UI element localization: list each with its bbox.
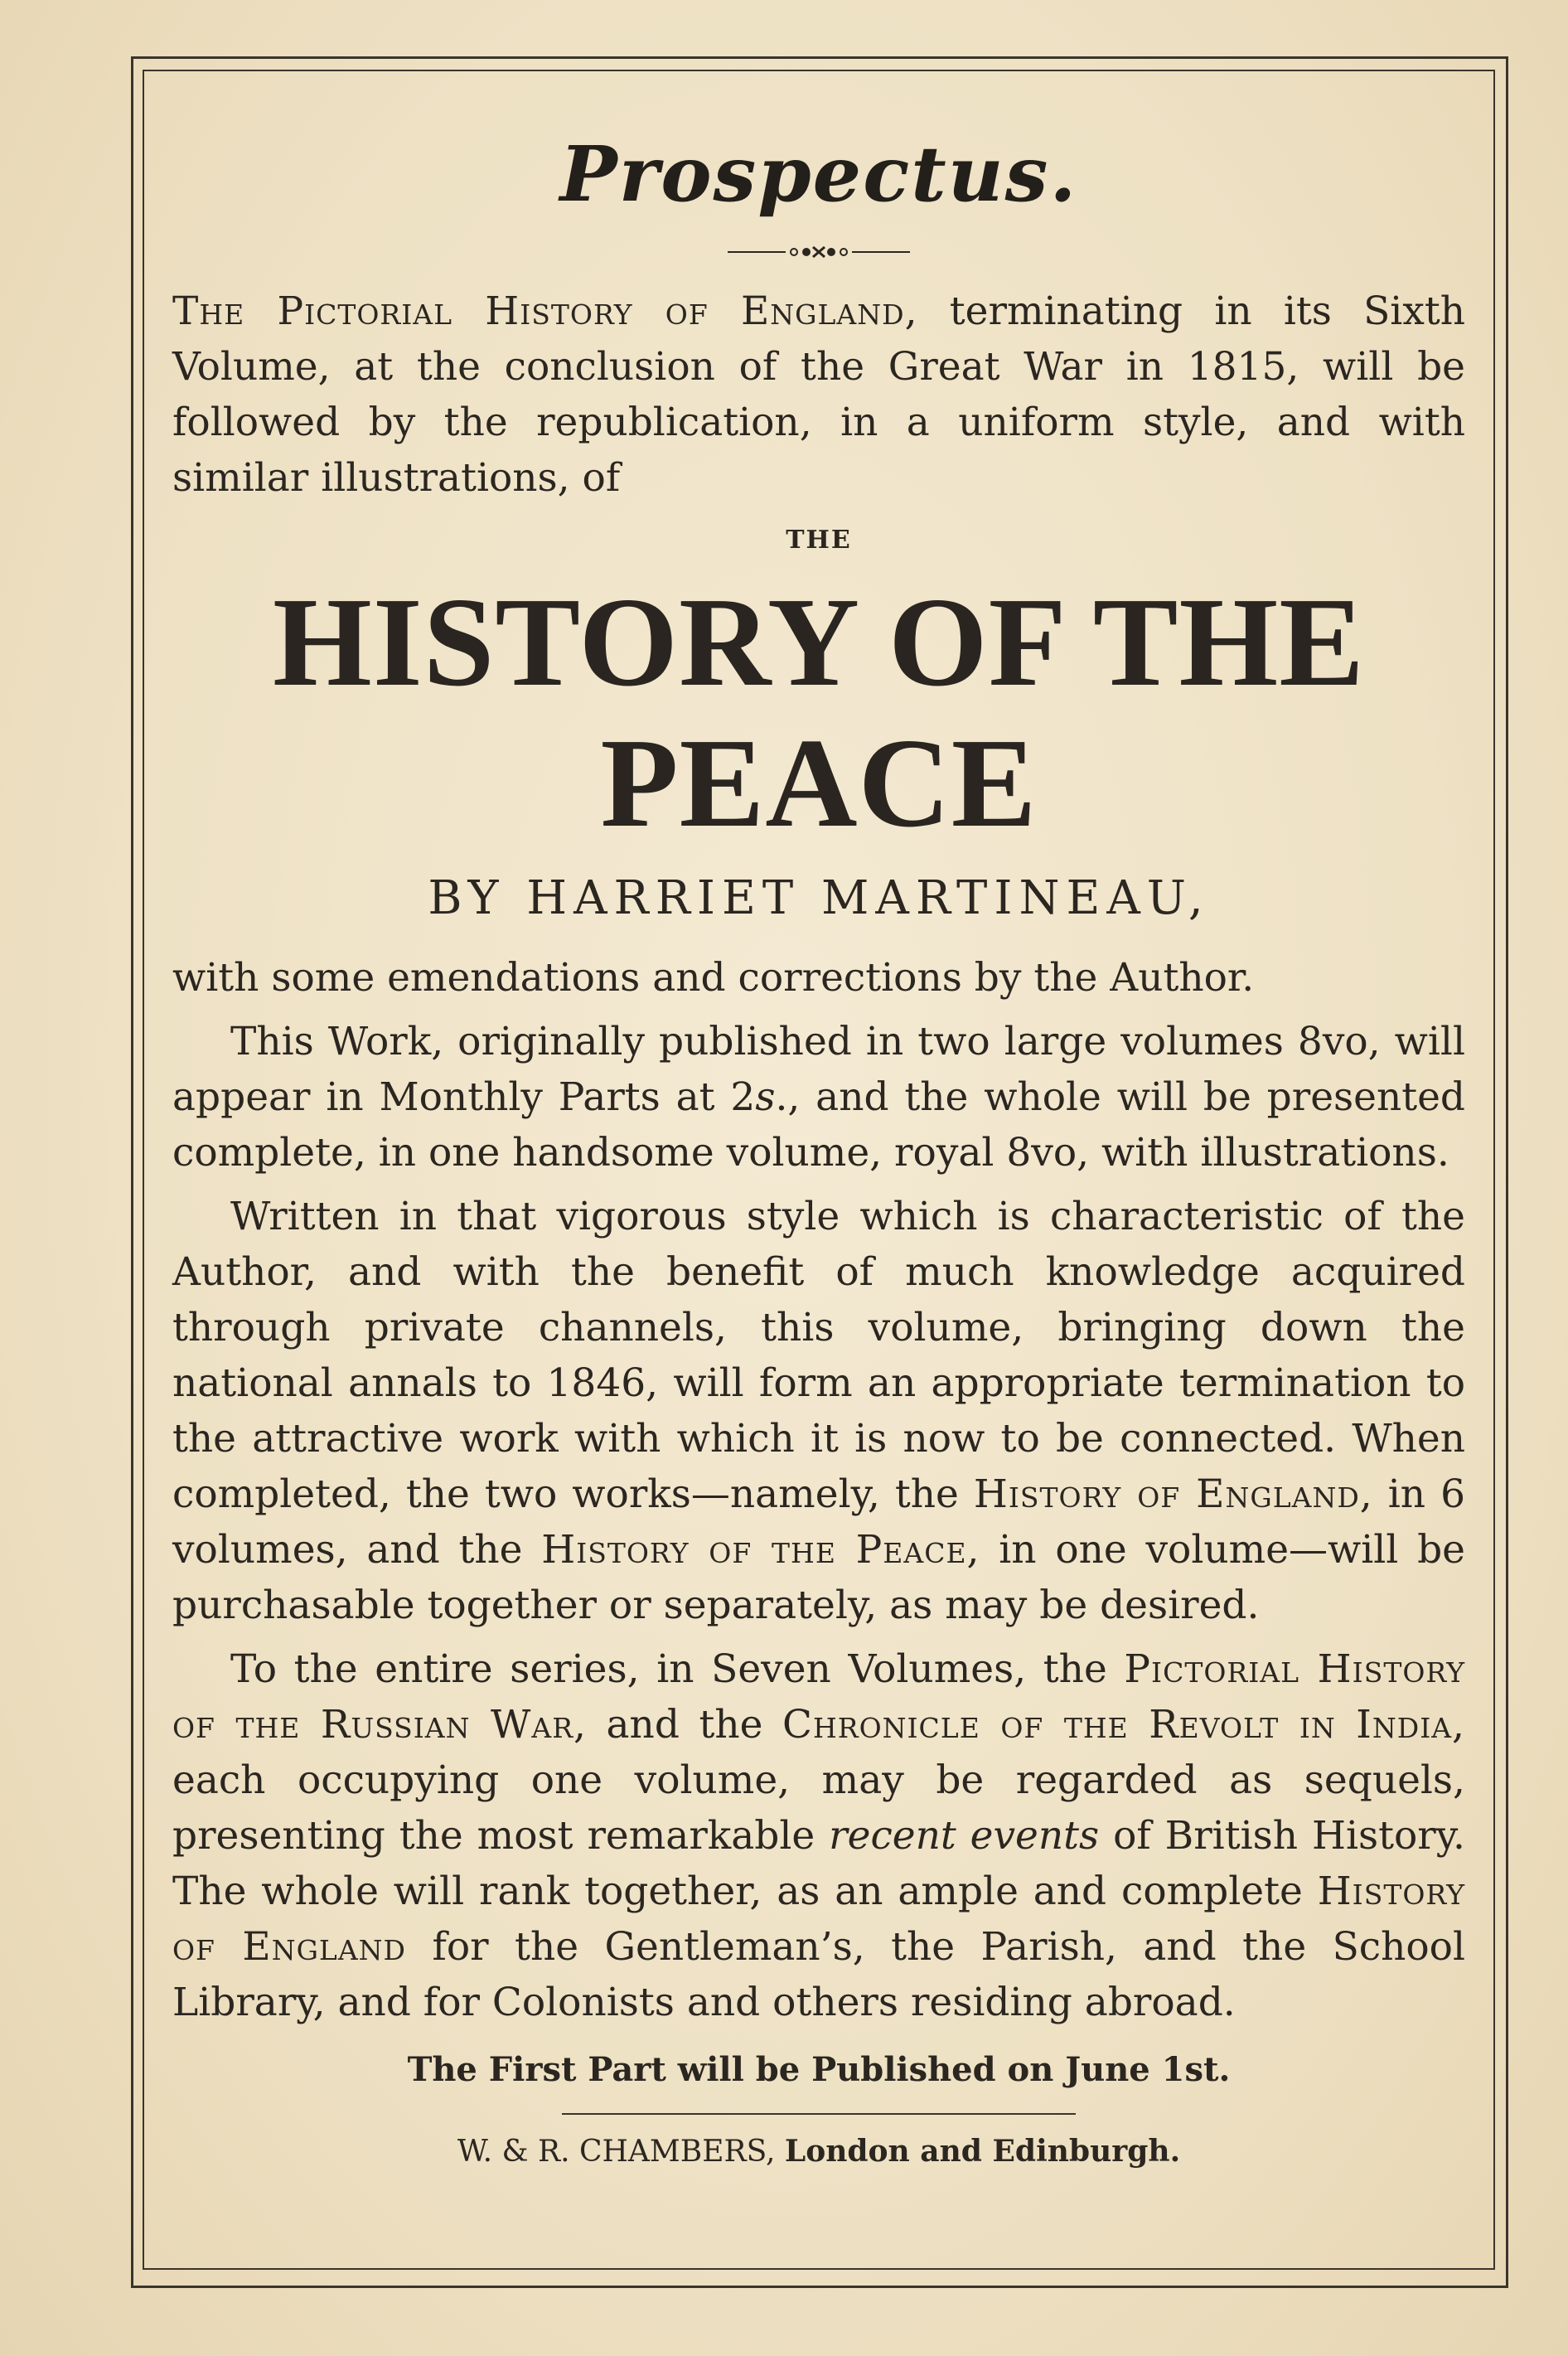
work-text-a: This Work, originally published in two large volumes 8vo, will appear in Monthly Parts at 2	[172, 1019, 1465, 1120]
series-text-a: To the entire series, in Seven Volumes, the	[230, 1646, 1125, 1692]
book-title: HISTORY OF THE PEACE	[273, 572, 1365, 854]
publisher-place: London and Edinburgh.	[784, 2134, 1181, 2169]
footer-divider	[562, 2113, 1076, 2115]
price-shilling: s	[755, 1074, 776, 1120]
style-text-c: in one volume—will be purchasable together or separately, as may be desired.	[172, 1527, 1465, 1628]
series-paragraph	[172, 1641, 1465, 2030]
style-paragraph	[172, 1189, 1465, 1633]
prospectus-content	[172, 124, 1465, 2177]
work-text-b: ., and the whole will be presented complete, in one handsome volume, royal 8vo, with illustrations.	[172, 1074, 1465, 1176]
series-ref-russian-war: Pictorial History of the Russian War,	[172, 1646, 1465, 1748]
series-text-e: for the Gentleman’s, the Parish, and the School Library, and for Colonists and others residing abroad.	[172, 1924, 1465, 2025]
series-text-d: of British History. The whole will rank together, as an ample and complete	[172, 1813, 1465, 1914]
style-text-a: Written in that vigorous style which is characteristic of the Author, and with the benefit of much knowledge acquired through private channels, this volume, bringing down the national annals to 1846, will form an appropriate termination to the attractive work with which it is now to be connected. When completed, the two works—namely, the	[172, 1194, 1465, 1517]
ornament-flourish-icon	[728, 242, 910, 262]
page-title: Prospectus.	[559, 129, 1078, 219]
first-part-notice: The First Part will be Published on June 1st.	[407, 2050, 1231, 2089]
style-ref-history-england: History of England,	[973, 1471, 1373, 1517]
intro-work-title: The Pictorial History of England,	[172, 288, 918, 334]
the-label: THE	[786, 526, 852, 555]
series-recent-events: recent events	[829, 1813, 1100, 1859]
publisher-line	[172, 2126, 1465, 2177]
intro-text: terminating in its Sixth Volume, at the conclusion of the Great War in 1815, will be followed by the republication, in a uniform style, and with similar illustrations, of	[172, 288, 1466, 501]
series-text-b: and the	[586, 1702, 782, 1748]
series-ref-revolt-india: Chronicle of the Revolt in India,	[782, 1702, 1465, 1748]
intro-paragraph	[172, 284, 1465, 506]
author-byline: BY HARRIET MARTINEAU,	[428, 871, 1210, 925]
emendations-note: with some emendations and corrections by the Author.	[172, 955, 1255, 1001]
style-ref-history-peace: History of the Peace,	[541, 1527, 980, 1573]
style-text-b: in 6 volumes, and the	[172, 1471, 1465, 1573]
publisher-name: W. & R. CHAMBERS,	[457, 2135, 776, 2169]
series-text-c: each occupying one volume, may be regarded as sequels, presenting the most remarkable	[172, 1757, 1465, 1859]
title-ornament	[172, 235, 1465, 269]
series-ref-history-england: History of England	[172, 1869, 1465, 1970]
work-paragraph	[172, 1014, 1465, 1180]
